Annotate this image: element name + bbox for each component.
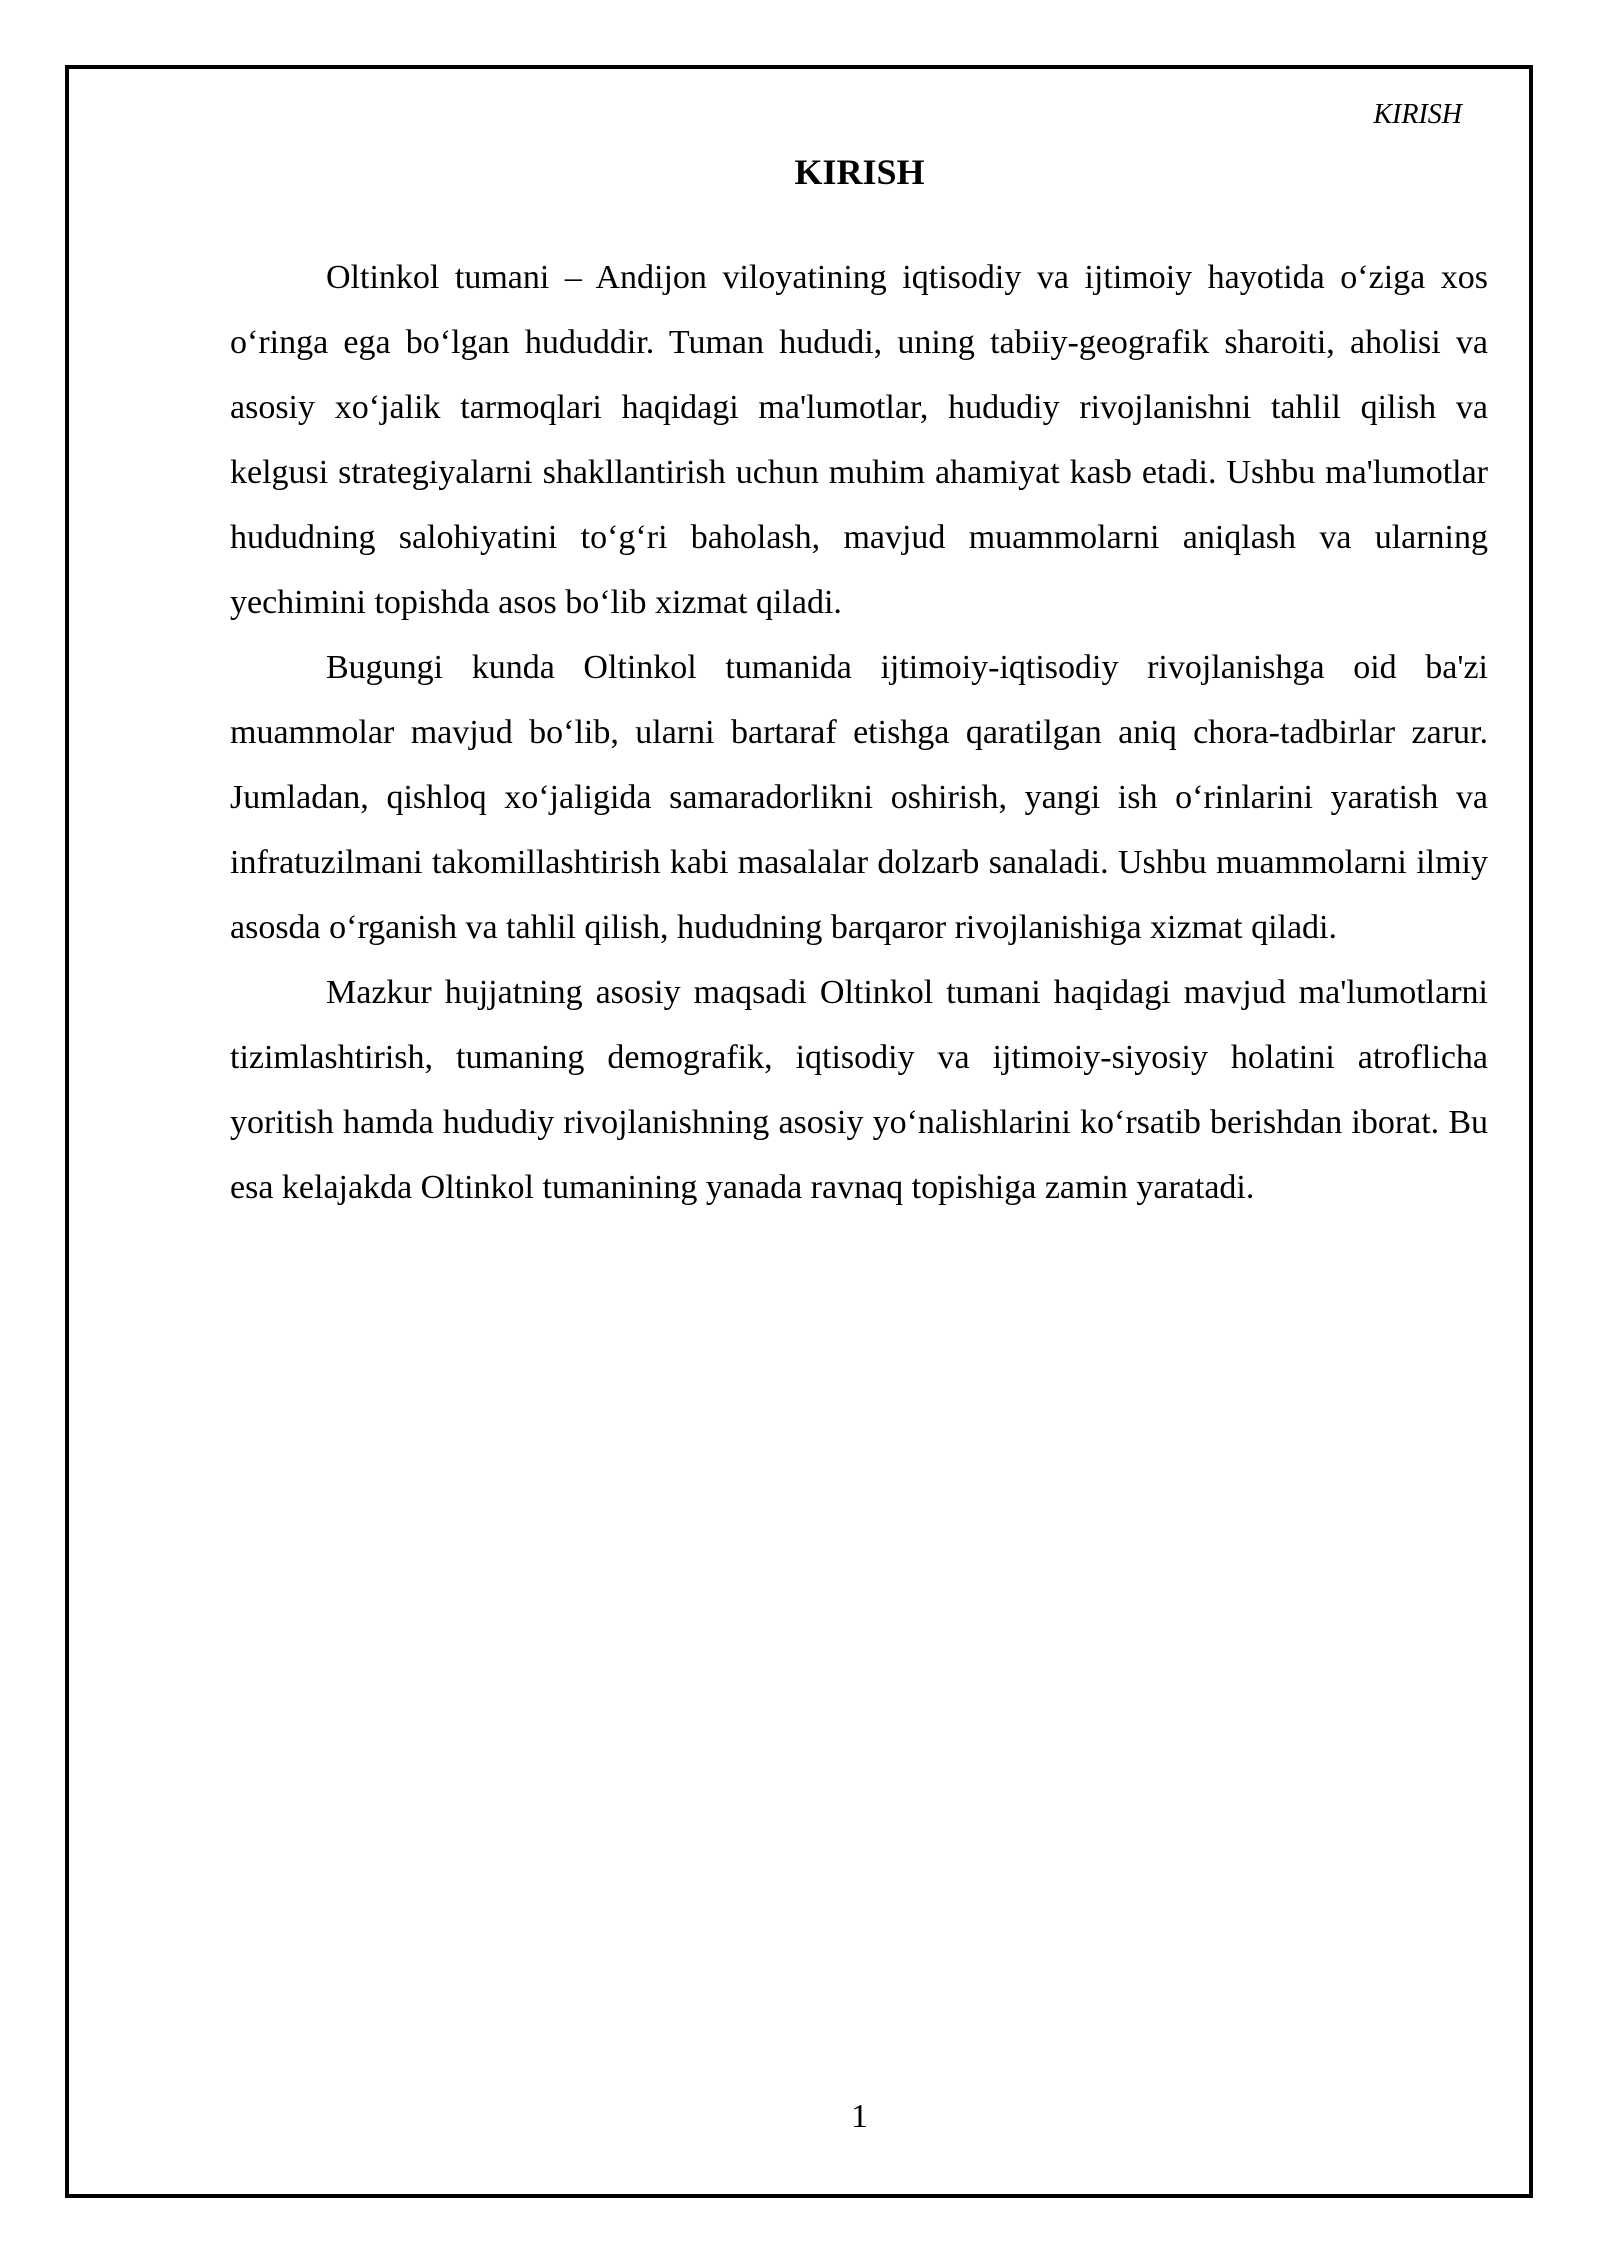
paragraph-1: Oltinkol tumani – Andijon viloyatining iqtisodiy va ijtimoiy hayotida o‘ziga xos o‘ringa ega bo‘lgan hududdir. Tuman hududi, uning tabiiy-geografik sharoiti, aholisi va asosiy xo‘jalik tarmoqlari haqidagi ma'lumotlar, hududiy rivojlanishni tahlil qilish va kelgusi strategiyalarni shakllantirish uchun muhim ahamiyat kasb etadi. Ushbu ma'lumotlar hududning salohiyatini to‘g‘ri baholash, mavjud muammolarni aniqlash va ularning yechimini topishda asos bo‘lib xizmat qiladi. [230, 259, 1488, 621]
page-title: KIRISH [794, 152, 925, 192]
page-number: 1 [851, 2098, 868, 2135]
paragraph-2: Bugungi kunda Oltinkol tumanida ijtimoiy-iqtisodiy rivojlanishga oid ba'zi muammolar mavjud bo‘lib, ularni bartaraf etishga qaratilgan aniq chora-tadbirlar zarur. Jumladan, qishloq xo‘jaligida samaradorlikni oshirish, yangi ish o‘rinlarini yaratish va infratuzilmani takomillashtirish kabi masalalar dolzarb sanaladi. Ushbu muammolarni ilmiy asosda o‘rganish va tahlil qilish, hududning barqaror rivojlanishiga xizmat qiladi. [230, 649, 1488, 946]
running-header: KIRISH [1373, 99, 1462, 130]
paragraph-3: Mazkur hujjatning asosiy maqsadi Oltinkol tumani haqidagi mavjud ma'lumotlarni tizimlashtirish, tumaning demografik, iqtisodiy va ijtimoiy-siyosiy holatini atroflicha yoritish hamda hududiy rivojlanishning asosiy yo‘nalishlarini ko‘rsatib berishdan iborat. Bu esa kelajakda Oltinkol tumanining yanada ravnaq topishiga zamin yaratadi. [230, 974, 1488, 1206]
body-text [230, 245, 1488, 1220]
